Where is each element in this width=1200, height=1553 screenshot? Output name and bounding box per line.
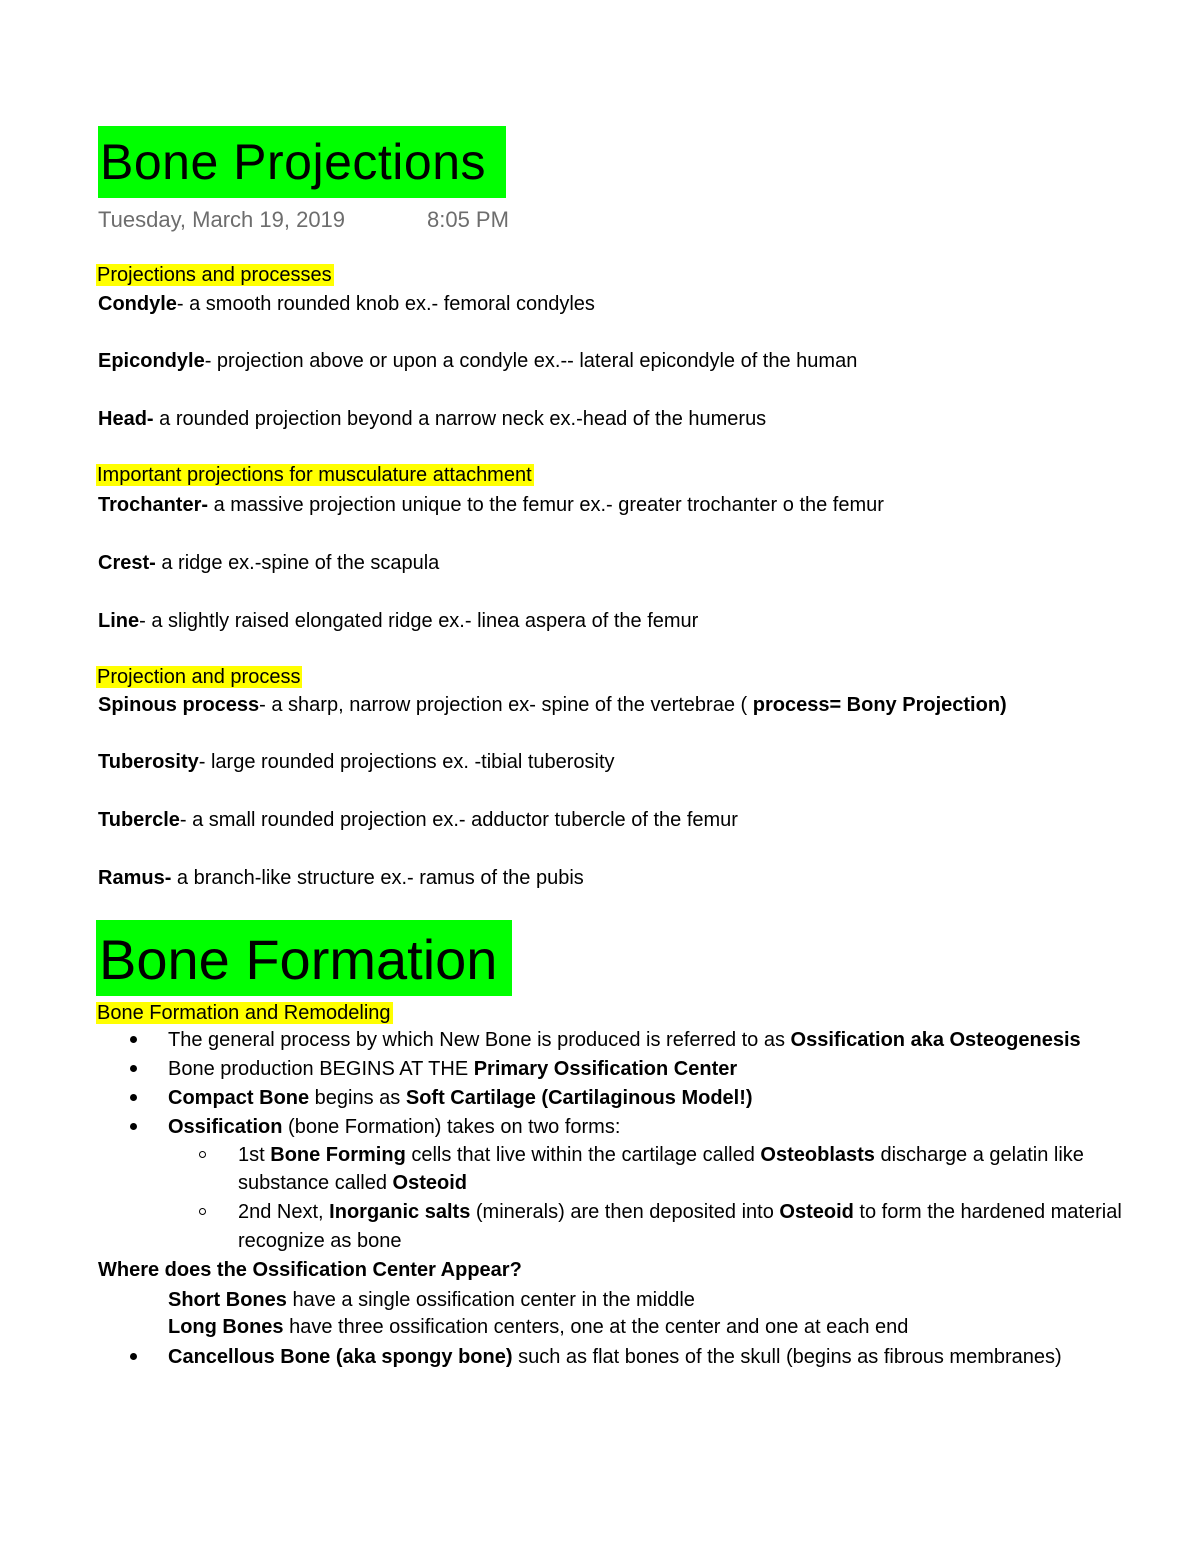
- list-item: Compact Bone begins as Soft Cartilage (Cartilaginous Model!): [168, 1087, 753, 1109]
- definition-line: Crest- a ridge ex.-spine of the scapula: [98, 552, 440, 574]
- section-heading: Important projections for musculature attachment: [97, 464, 532, 486]
- bullet-icon: [130, 1065, 137, 1072]
- sub-list-item: 1st Bone Forming cells that live within the cartilage called Osteoblasts discharge a gelatin like: [238, 1144, 1084, 1166]
- list-item: Ossification (bone Formation) takes on two forms:: [168, 1116, 621, 1138]
- section-heading: Bone Formation and Remodeling: [97, 1002, 391, 1024]
- indented-line: Long Bones have three ossification centers, one at the center and one at each end: [168, 1316, 909, 1338]
- definition-line: Ramus- a branch-like structure ex.- ramus of the pubis: [98, 867, 584, 889]
- page-title: Bone Projections: [98, 126, 506, 198]
- definition-line: Tuberosity- large rounded projections ex. -tibial tuberosity: [98, 751, 615, 773]
- section-heading: Projections and processes: [97, 264, 332, 286]
- sub-bullet-icon: [199, 1151, 206, 1158]
- definition-line: Trochanter- a massive projection unique to the femur ex.- greater trochanter o the femur: [98, 494, 884, 516]
- definition-line: Head- a rounded projection beyond a narrow neck ex.-head of the humerus: [98, 408, 767, 430]
- definition-line: Condyle- a smooth rounded knob ex.- femoral condyles: [98, 293, 595, 315]
- bullet-icon: [130, 1123, 137, 1130]
- note-date: Tuesday, March 19, 2019: [98, 207, 346, 232]
- bullet-icon: [130, 1094, 137, 1101]
- indented-line: Short Bones have a single ossification center in the middle: [168, 1289, 695, 1311]
- section-heading: Projection and process: [97, 666, 301, 688]
- sub-bullet-icon: [199, 1208, 206, 1215]
- bullet-icon: [130, 1036, 137, 1043]
- section-title: Bone Formation: [96, 920, 512, 996]
- bullet-icon: [130, 1353, 137, 1360]
- note-time: 8:05 PM: [427, 207, 509, 232]
- sub-list-item-continued: recognize as bone: [238, 1230, 402, 1252]
- sub-list-item: 2nd Next, Inorganic salts (minerals) are then deposited into Osteoid to form the hardened material: [238, 1201, 1122, 1223]
- list-item: Bone production BEGINS AT THE Primary Ossification Center: [168, 1058, 738, 1080]
- definition-line: Tubercle- a small rounded projection ex.- adductor tubercle of the femur: [98, 809, 738, 831]
- definition-line: Line- a slightly raised elongated ridge ex.- linea aspera of the femur: [98, 610, 699, 632]
- definition-line: Spinous process- a sharp, narrow projection ex- spine of the vertebrae ( process= Bony Projection): [98, 694, 1007, 716]
- question-heading: Where does the Ossification Center Appear?: [98, 1259, 522, 1281]
- list-item: Cancellous Bone (aka spongy bone) such as flat bones of the skull (begins as fibrous membranes): [168, 1346, 1062, 1368]
- definition-line: Epicondyle- projection above or upon a condyle ex.-- lateral epicondyle of the human: [98, 350, 858, 372]
- sub-list-item-continued: substance called Osteoid: [238, 1172, 467, 1194]
- list-item: The general process by which New Bone is produced is referred to as Ossification aka Osteogenesis: [168, 1029, 1081, 1051]
